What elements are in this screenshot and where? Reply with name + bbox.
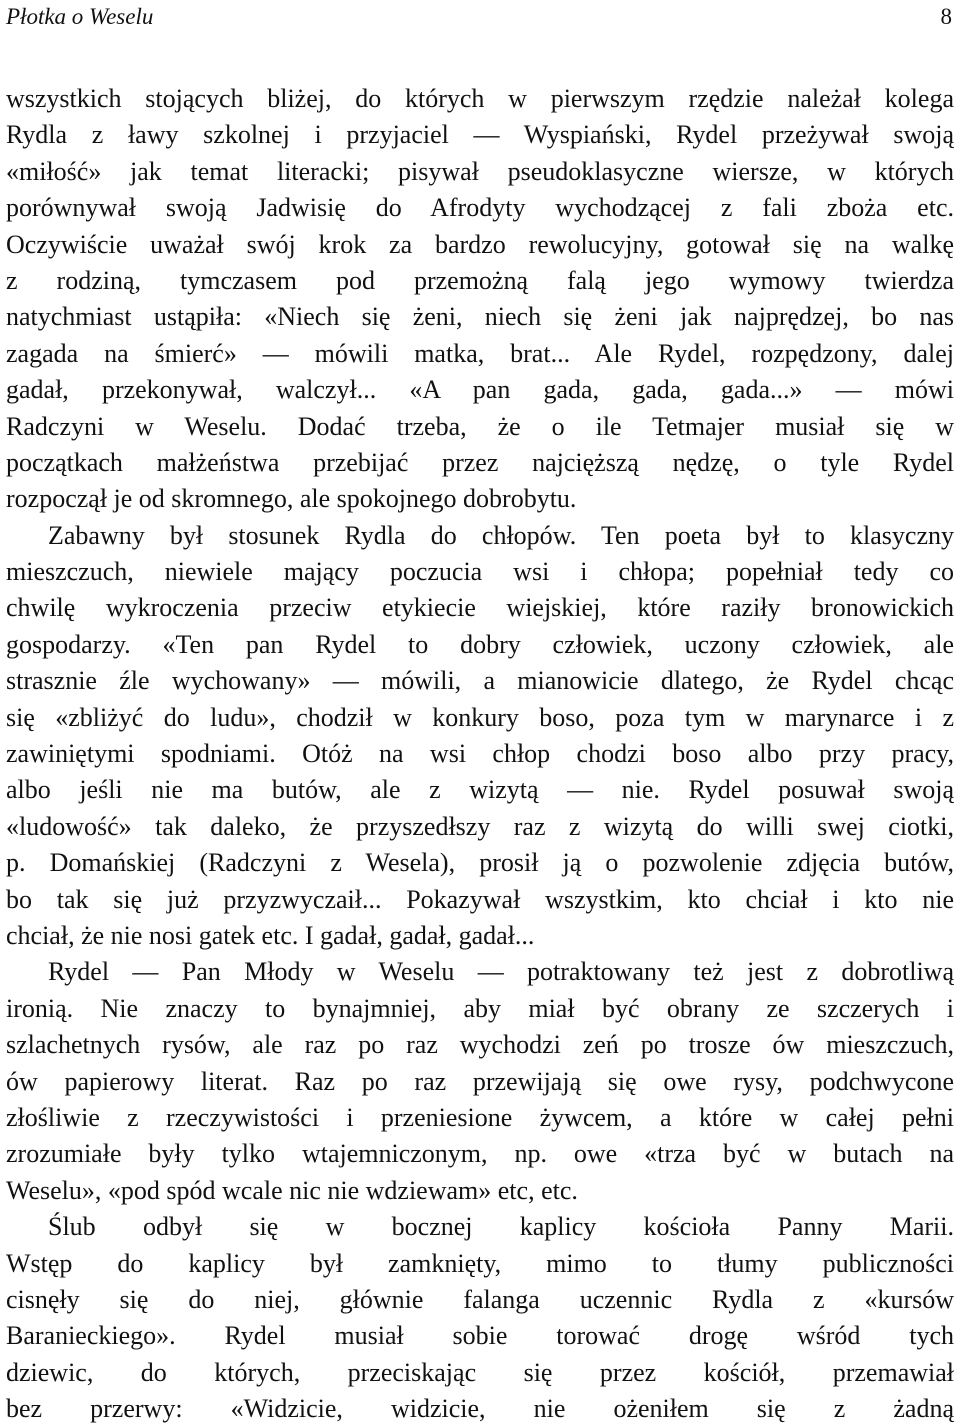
text-line: Rydel — Pan Młody w Weselu — potraktowany też jest z dobrotliwą — [48, 957, 954, 987]
text-line: mieszczuch, niewiele mający poczucia wsi i chłopa; popełniał tedy co — [6, 557, 954, 587]
text-line: cisnęły się do niej, głównie falanga uczennic Rydla z «kursów — [6, 1284, 954, 1314]
text-line: Oczywiście uważał swój krok za bardzo rewolucyjny, gotował się na walkę — [6, 229, 954, 259]
page-number: 8 — [940, 4, 952, 29]
text-line: dziewic, do których, przeciskając się przez kościół, przemawiał — [6, 1357, 954, 1387]
text-line: «miłość» jak temat literacki; pisywał pseudoklasyczne wiersze, w których — [6, 156, 954, 186]
text-line: bo tak się już przyzwyczaił... Pokazywał wszystkim, kto chciał i kto nie — [6, 884, 954, 914]
text-line: z rodziną, tymczasem pod przemożną falą jego wymowy twierdza — [6, 265, 954, 295]
text-line: ironią. Nie znaczy to bynajmniej, aby miał być obrany ze szczerych i — [6, 993, 954, 1023]
text-line: zagada na śmierć» — mówili matka, brat... Ale Rydel, rozpędzony, dalej — [6, 338, 954, 368]
text-line: Baranieckiego». Rydel musiał sobie torować drogę wśród tych — [6, 1321, 954, 1351]
text-line: natychmiast ustąpiła: «Niech się żeni, niech się żeni jak najprędzej, bo nas — [6, 302, 954, 332]
text-line: «ludowość» tak daleko, że przyszedłszy raz z wizytą do willi swej ciotki, — [6, 811, 954, 841]
text-line: porównywał swoją Jadwisię do Afrodyty wychodzącej z fali zboża etc. — [6, 193, 954, 223]
text-line: gospodarzy. «Ten pan Rydel to dobry człowiek, uczony człowiek, ale — [6, 629, 954, 659]
text-line: wszystkich stojących bliżej, do których w pierwszym rzędzie należał kolega — [6, 84, 954, 113]
text-line: Weselu», «pod spód wcale nic nie wdziewam» etc, etc. — [6, 1175, 578, 1205]
text-line: p. Domańskiej (Radczyni z Wesela), prosił ją o pozwolenie zdjęcia butów, — [6, 848, 954, 878]
text-line: szlachetnych rysów, ale raz po raz wychodzi zeń po trosze ów mieszczuch, — [6, 1030, 954, 1060]
text-line: ów papierowy literat. Raz po raz przewijają się owe rysy, podchwycone — [6, 1066, 954, 1096]
text-line: początkach małżeństwa przebijać przez najcięższą nędzę, o tyle Rydel — [6, 447, 954, 477]
text-line: zawiniętymi spodniami. Otóż na wsi chłop chodzi boso albo przy pracy, — [6, 739, 954, 769]
text-line: Radczyni w Weselu. Dodać trzeba, że o ile Tetmajer musiał się w — [6, 411, 954, 441]
text-line: Zabawny był stosunek Rydla do chłopów. Ten poeta był to klasyczny — [48, 520, 954, 550]
text-line: chciał, że nie nosi gatek etc. I gadał, gadał, gadał... — [6, 920, 535, 950]
running-title: Płotka o Weselu — [6, 4, 154, 29]
text-line: złośliwie z rzeczywistości i przeniesione żywcem, a które w całej pełni — [6, 1102, 954, 1132]
running-header — [6, 0, 952, 34]
text-line: Wstęp do kaplicy był zamknięty, mimo to tłumy publiczności — [6, 1248, 954, 1278]
text-line: rozpoczął je od skromnego, ale spokojnego dobrobytu. — [6, 484, 577, 514]
text-line: się «zbliżyć do ludu», chodził w konkury boso, poza tym w marynarce i z — [6, 702, 954, 732]
text-line: Ślub odbył się w bocznej kaplicy kościoła Panny Marii. — [48, 1212, 954, 1242]
text-line: gadał, przekonywał, walczył... «A pan gada, gada, gada...» — mówi — [6, 375, 954, 405]
body-text — [6, 81, 954, 1427]
text-line: chwilę wykroczenia przeciw etykiecie wiejskiej, które raziły bronowickich — [6, 593, 954, 623]
text-line: Rydla z ławy szkolnej i przyjaciel — Wyspiański, Rydel przeżywał swoją — [6, 120, 954, 150]
text-line: bez przerwy: «Widzicie, widzicie, nie ożeniłem się z żadną — [6, 1394, 954, 1424]
text-line: strasznie źle wychowany» — mówili, a mianowicie dlatego, że Rydel chcąc — [6, 666, 954, 696]
text-line: zrozumiałe były tylko wtajemniczonym, np. owe «trza być w butach na — [6, 1139, 954, 1169]
text-line: albo jeśli nie ma butów, ale z wizytą — nie. Rydel posuwał swoją — [6, 775, 954, 805]
